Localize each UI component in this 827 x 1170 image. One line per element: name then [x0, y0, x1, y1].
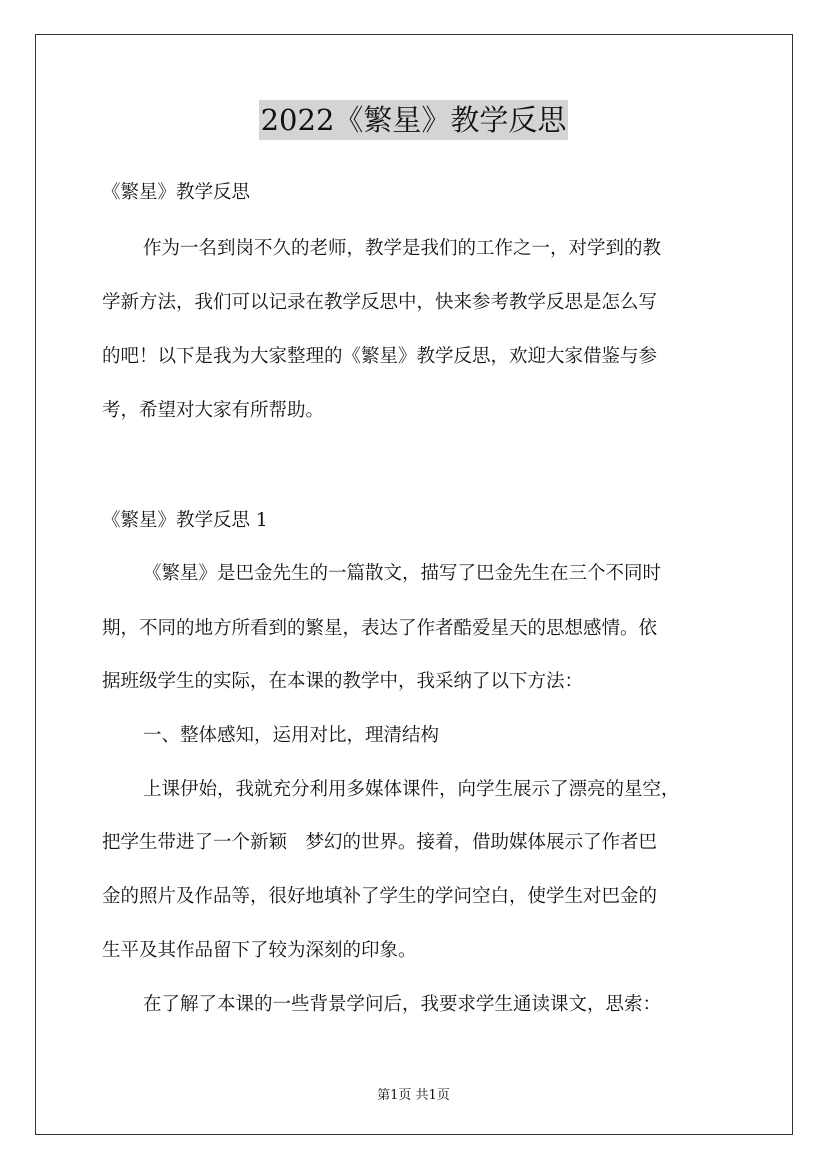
point-heading: 一、整体感知，运用对比，理清结构: [143, 725, 440, 746]
paragraph-line: 生平及其作品留下了较为深刻的印象。: [102, 940, 417, 961]
section-heading: 《繁星》教学反思 1: [102, 510, 268, 531]
intro-line: 作为一名到岗不久的老师，教学是我们的工作之一，对学到的教: [143, 238, 662, 259]
paragraph-line: 《繁星》是巴金先生的一篇散文，描写了巴金先生在三个不同时: [143, 563, 662, 584]
paragraph-line: 上课伊始，我就充分利用多媒体课件，向学生展示了漂亮的星空，: [143, 779, 680, 800]
paragraph-line: 据班级学生的实际，在本课的教学中，我采纳了以下方法：: [102, 671, 584, 692]
paragraph-line: 期，不同的地方所看到的繁星，表达了作者酷爱星天的思想感情。依: [102, 618, 658, 639]
intro-line: 的吧！以下是我为大家整理的《繁星》教学反思，欢迎大家借鉴与参: [102, 346, 658, 367]
document-title: 2022《繁星》教学反思: [259, 100, 569, 140]
page-footer: 第1页 共1页: [377, 1088, 450, 1103]
intro-line: 学新方法，我们可以记录在教学反思中，快来参考教学反思是怎么写: [102, 292, 658, 313]
subtitle: 《繁星》教学反思: [102, 182, 251, 203]
paragraph-line: 把学生带进了一个新颖 梦幻的世界。接着，借助媒体展示了作者巴: [102, 832, 658, 853]
document-title-wrap: [0, 100, 827, 140]
intro-line: 考，希望对大家有所帮助。: [102, 400, 325, 421]
paragraph-line: 在了解了本课的一些背景学问后，我要求学生通读课文，思索：: [143, 994, 662, 1015]
paragraph-line: 金的照片及作品等，很好地填补了学生的学问空白，使学生对巴金的: [102, 886, 658, 907]
